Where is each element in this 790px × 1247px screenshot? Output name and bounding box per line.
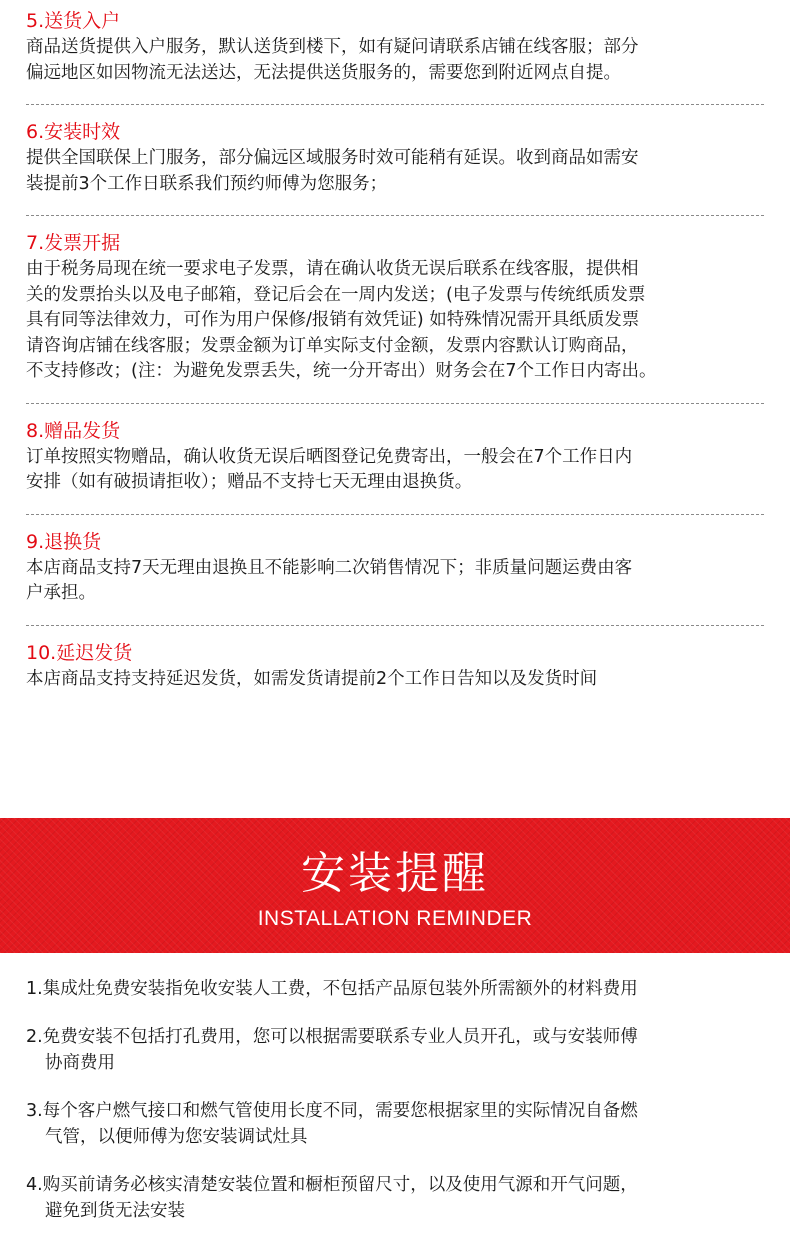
body-line: 户承担。: [26, 583, 96, 603]
section-returns: [26, 529, 764, 607]
dashed-divider: [26, 403, 764, 404]
body-line: 安排（如有破损请拒收）；赠品不支持七天无理由退换货。: [26, 472, 473, 492]
section-invoice: [26, 230, 764, 385]
body-line: 偏远地区如因物流无法送达，无法提供送货服务的，需要您到附近网点自提。: [26, 62, 621, 83]
note-line: 协商费用: [45, 1053, 115, 1073]
section-title: 9.退换货: [26, 530, 102, 553]
body-line: 由于税务局现在统一要求电子发票，请在确认收货无误后联系在线客服，提供相: [26, 259, 639, 279]
note-item: [26, 1098, 771, 1150]
installation-reminder-banner: [0, 818, 790, 953]
section-body: [26, 667, 764, 693]
banner-subtitle: INSTALLATION REMINDER: [257, 907, 533, 930]
section-body: [26, 35, 764, 86]
body-line: 具有同等法律效力，可作为用户保修/报销有效凭证) 如特殊情况需开具纸质发票: [26, 310, 640, 330]
note-item: [26, 1172, 771, 1224]
note-item: [26, 1024, 771, 1076]
body-line: 装提前3个工作日联系我们预约师傅为您服务；: [26, 173, 388, 194]
section-body: [26, 445, 764, 496]
body-line: 不支持修改；(注：为避免发票丢失，统一分开寄出）财务会在7个工作日内寄出。: [26, 361, 657, 381]
section-body: [26, 146, 764, 197]
body-line: 本店商品支持7天无理由退换且不能影响二次销售情况下；非质量问题运费由客: [26, 557, 633, 578]
section-title: 8.赠品发货: [26, 419, 121, 442]
body-line: 提供全国联保上门服务，部分偏远区域服务时效可能稍有延误。收到商品如需安: [26, 148, 639, 168]
section-title: 7.发票开据: [26, 232, 121, 254]
dashed-divider: [26, 215, 764, 216]
section-title: 5.送货入户: [26, 10, 121, 32]
dashed-divider: [26, 104, 764, 105]
note-line: 2.免费安装不包括打孔费用，您可以根据需要联系专业人员开孔，或与安装师傅: [26, 1027, 638, 1047]
body-line: 本店商品支持支持延迟发货，如需发货请提前2个工作日告知以及发货时间: [26, 668, 598, 689]
section-delivery: [26, 8, 764, 86]
note-line: 避免到货无法安装: [45, 1201, 185, 1221]
body-line: 请咨询店铺在线客服；发票金额为订单实际支付金额，发票内容默认订购商品，: [26, 335, 639, 356]
body-line: 订单按照实物赠品，确认收货无误后晒图登记免费寄出，一般会在7个工作日内: [26, 446, 633, 467]
section-body: [26, 556, 764, 607]
installation-notes: [26, 976, 771, 1246]
body-line: 关的发票抬头以及电子邮箱，登记后会在一周内发送；(电子发票与传统纸质发票: [26, 284, 646, 305]
note-item: [26, 976, 771, 1002]
note-line: 4.购买前请务必核实清楚安装位置和橱柜预留尺寸，以及使用气源和开气问题，: [26, 1175, 638, 1195]
section-install-time: [26, 119, 764, 197]
section-body: [26, 257, 764, 385]
dashed-divider: [26, 514, 764, 515]
dashed-divider: [26, 625, 764, 626]
section-delayed-shipping: [26, 640, 764, 693]
note-line: 气管，以便师傅为您安装调试灶具: [45, 1127, 308, 1147]
section-title: 6.安装时效: [26, 121, 121, 143]
section-title: 10.延迟发货: [26, 641, 133, 664]
body-line: 商品送货提供入户服务，默认送货到楼下，如有疑问请联系店铺在线客服；部分: [26, 37, 639, 57]
banner-title: 安装提醒: [301, 848, 489, 899]
section-gift: [26, 418, 764, 496]
note-line: 1.集成灶免费安装指免收安装人工费，不包括产品原包装外所需额外的材料费用: [26, 979, 638, 999]
note-line: 3.每个客户燃气接口和燃气管使用长度不同，需要您根据家里的实际情况自备燃: [26, 1101, 638, 1121]
